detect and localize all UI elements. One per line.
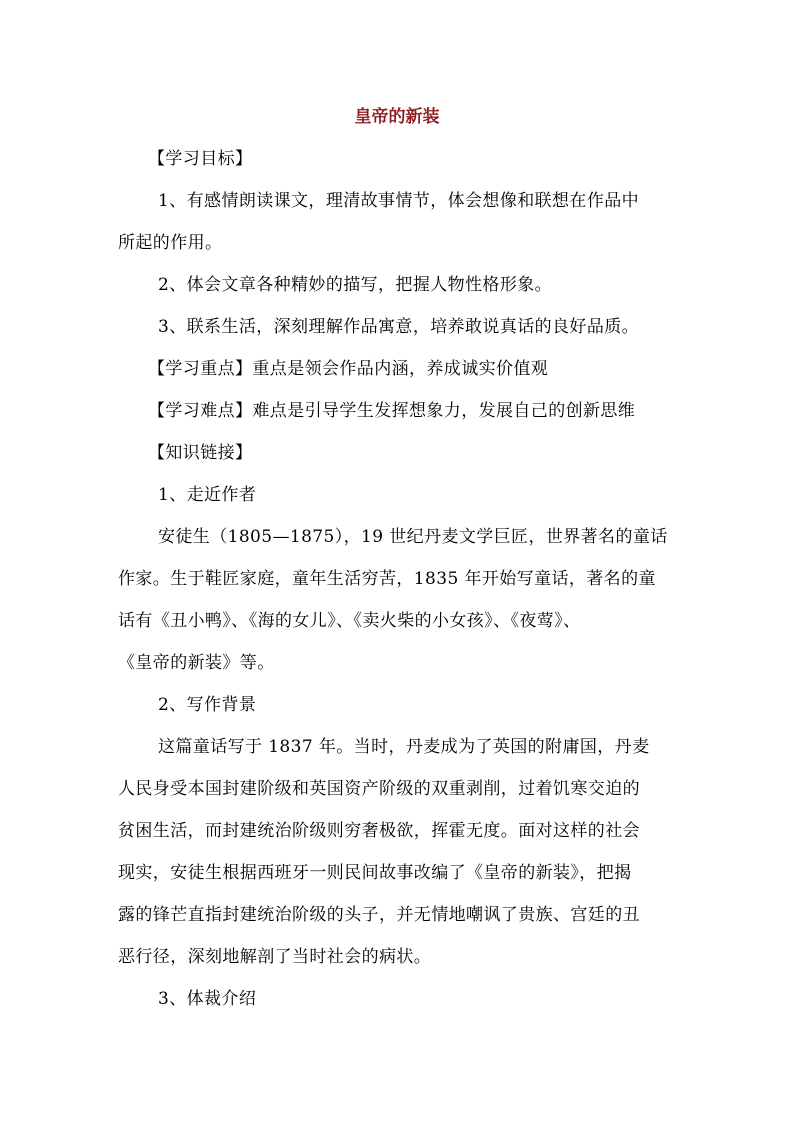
document-title: 皇帝的新装	[354, 107, 440, 127]
background-paragraph-line-5: 露的锋芒直指封建统治阶级的头子，并无情地嘲讽了贵族、宫廷的丑	[118, 905, 640, 925]
background-paragraph-line-4: 现实，安徒生根据西班牙一则民间故事改编了《皇帝的新装》，把揭	[118, 863, 632, 883]
author-paragraph-line-3: 话有《丑小鸭》、《海的女儿》、《卖火柴的小女孩》、《夜莺》、	[118, 611, 581, 631]
author-paragraph-line-4: 《皇帝的新装》等。	[118, 653, 275, 673]
background-paragraph-line-3: 贫困生活，而封建统治阶级则穷奢极欲，挥霍无度。面对这样的社会	[118, 821, 640, 841]
section-heading-knowledge: 【知识链接】	[148, 443, 253, 463]
objective-2: 2、体会文章各种精妙的描写，把握人物性格形象。	[158, 275, 553, 295]
objective-1-line-1: 1、有感情朗读课文，理清故事情节，体会想像和联想在作品中	[158, 191, 640, 211]
author-paragraph-line-1: 安徒生（1805—1875），19 世纪丹麦文学巨匠，世界著名的童话	[158, 527, 668, 547]
subheading-background: 2、写作背景	[158, 695, 257, 715]
objective-1-line-2: 所起的作用。	[118, 233, 223, 253]
objective-3: 3、联系生活，深刻理解作品寓意，培养敢说真话的良好品质。	[158, 317, 640, 337]
subheading-author: 1、走近作者	[158, 485, 257, 505]
difficulty-line: 【学习难点】难点是引导学生发挥想象力，发展自己的创新思维	[148, 401, 636, 421]
background-paragraph-line-1: 这篇童话写于 1837 年。当时，丹麦成为了英国的附庸国，丹麦	[158, 737, 650, 757]
subheading-genre: 3、体裁介绍	[158, 989, 257, 1009]
section-heading-objectives: 【学习目标】	[148, 149, 253, 169]
background-paragraph-line-6: 恶行径，深刻地解剖了当时社会的病状。	[118, 947, 432, 967]
author-paragraph-line-2: 作家。生于鞋匠家庭，童年生活穷苦，1835 年开始写童话，著名的童	[118, 569, 656, 589]
background-paragraph-line-2: 人民身受本国封建阶级和英国资产阶级的双重剥削，过着饥寒交迫的	[118, 779, 640, 799]
key-point-line: 【学习重点】重点是领会作品内涵，养成诚实价值观	[148, 359, 549, 379]
